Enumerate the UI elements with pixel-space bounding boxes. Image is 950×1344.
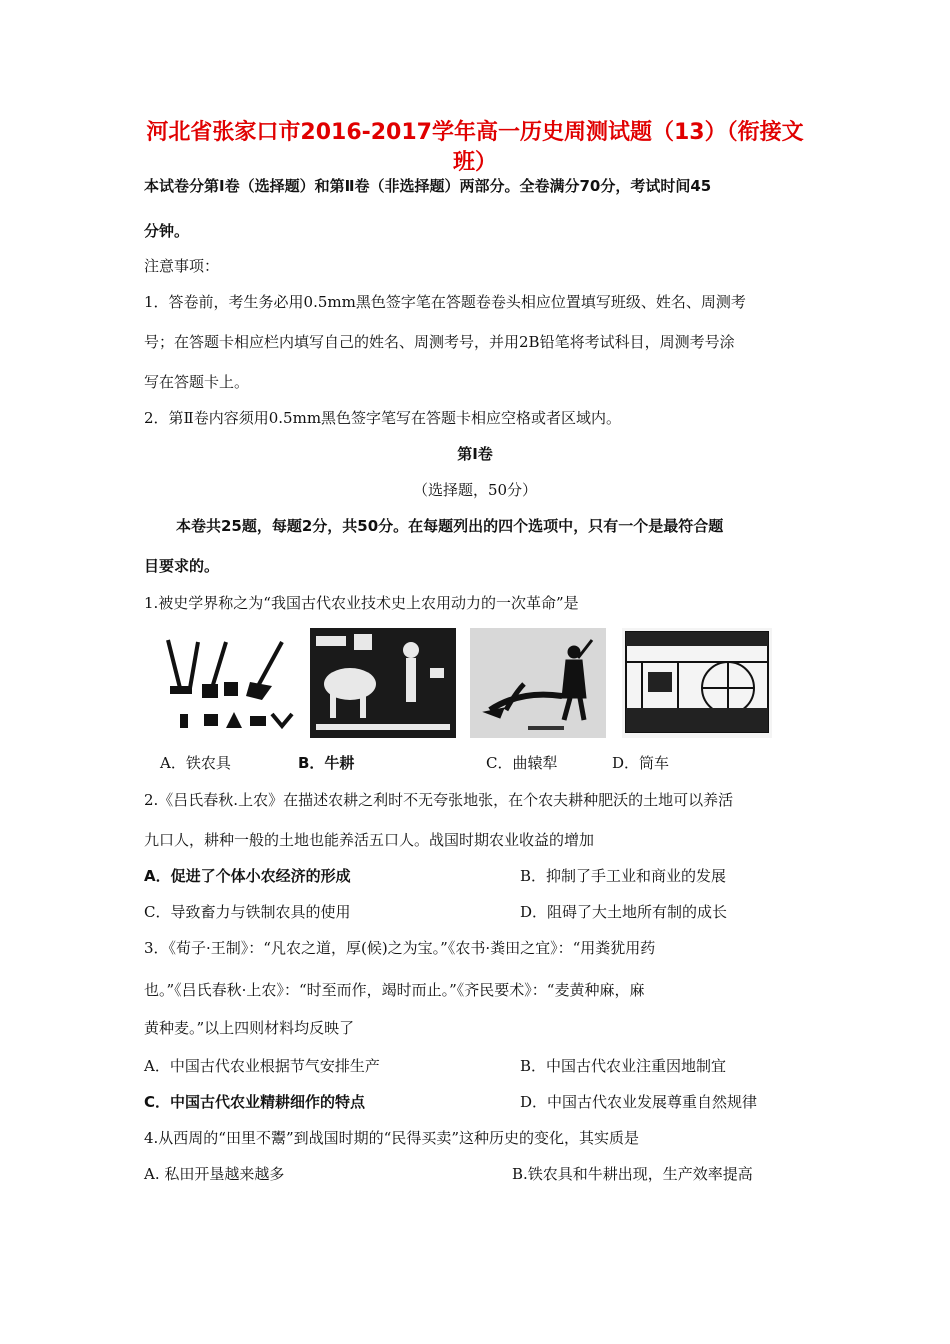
q4-option-b: B.铁农具和牛耕出现，生产效率提高 <box>512 1165 753 1183</box>
q1-option-d: D．筒车 <box>612 754 670 772</box>
q3-option-b: B．中国古代农业注重因地制宜 <box>520 1057 727 1075</box>
q2-stem-line-2: 九口人，耕种一般的土地也能养活五口人。战国时期农业收益的增加 <box>144 831 595 849</box>
section-title: 第Ⅰ卷 <box>457 445 493 463</box>
q3-option-a: A．中国古代农业根据节气安排生产 <box>144 1057 380 1075</box>
q3-option-c: C．中国古代农业精耕细作的特点 <box>144 1093 366 1111</box>
q1-option-c: C．曲辕犁 <box>486 754 558 772</box>
q3-stem-line-2: 也。”《吕氏春秋·上农》：“时至而作，竭时而止。”《齐民要术》：“麦黄种麻，麻 <box>144 981 645 999</box>
water-wheel-image <box>622 628 772 738</box>
q2-option-a: A．促进了个体小农经济的形成 <box>144 867 351 885</box>
q3-stem-line-1: 3．《荀子·王制》：“凡农之道，厚(候)之为宝。”《农书·粪田之宜》：“用粪犹用药 <box>144 939 656 957</box>
q3-option-d: D．中国古代农业发展尊重自然规律 <box>520 1093 758 1111</box>
section-instruction-line-2: 目要求的。 <box>144 557 220 575</box>
q2-option-d: D．阻碍了大土地所有制的成长 <box>520 903 728 921</box>
curved-plow-image <box>470 628 606 738</box>
notice-item-1-line-3: 写在答题卡上。 <box>144 373 250 391</box>
q2-option-b: B．抑制了手工业和商业的发展 <box>520 867 727 885</box>
q1-option-b: B．牛耕 <box>298 754 355 772</box>
q2-stem-line-1: 2.《吕氏春秋.上农》在描述农耕之利时不无夸张地张，在个农夫耕种肥沃的土地可以养活 <box>144 791 734 809</box>
intro-line-2: 分钟。 <box>144 222 190 240</box>
q2-option-c: C．导致畜力与铁制农具的使用 <box>144 903 351 921</box>
intro-line-1: 本试卷分第Ⅰ卷（选择题）和第Ⅱ卷（非选择题）两部分。全卷满分70分，考试时间45 <box>144 177 712 195</box>
q4-option-a: A. 私田开垦越来越多 <box>144 1165 285 1183</box>
section-subtitle: （选择题，50分） <box>412 481 538 499</box>
iron-tools-image <box>160 628 300 738</box>
page-title: 河北省张家口市2016-2017学年高一历史周测试题（13）（衔接文班） <box>146 120 804 175</box>
q1-images <box>160 628 805 738</box>
section-instruction-line-1: 本卷共25题，每题2分，共50分。在每题列出的四个选项中，只有一个是最符合题 <box>176 517 724 535</box>
q3-stem-line-3: 黄种麦。”以上四则材料均反映了 <box>144 1019 355 1037</box>
ox-plowing-image <box>310 628 456 738</box>
notice-item-1-line-1: 1．答卷前，考生务必用0.5mm黑色签字笔在答题卷卷头相应位置填写班级、姓名、周测考 <box>144 293 746 311</box>
q1-stem: 1.被史学界称之为“我国古代农业技术史上农用动力的一次革命”是 <box>144 594 579 612</box>
notice-item-1-line-2: 号；在答题卡相应栏内填写自己的姓名、周测考号，并用2B铅笔将考试科目，周测考号涂 <box>144 333 735 351</box>
notice-item-2: 2．第Ⅱ卷内容须用0.5mm黑色签字笔写在答题卡相应空格或者区域内。 <box>144 409 622 427</box>
notice-heading: 注意事项： <box>144 257 220 275</box>
q4-stem: 4.从西周的“田里不鬻”到战国时期的“民得买卖”这种历史的变化，其实质是 <box>144 1129 639 1147</box>
q1-option-a: A．铁农具 <box>160 754 231 772</box>
